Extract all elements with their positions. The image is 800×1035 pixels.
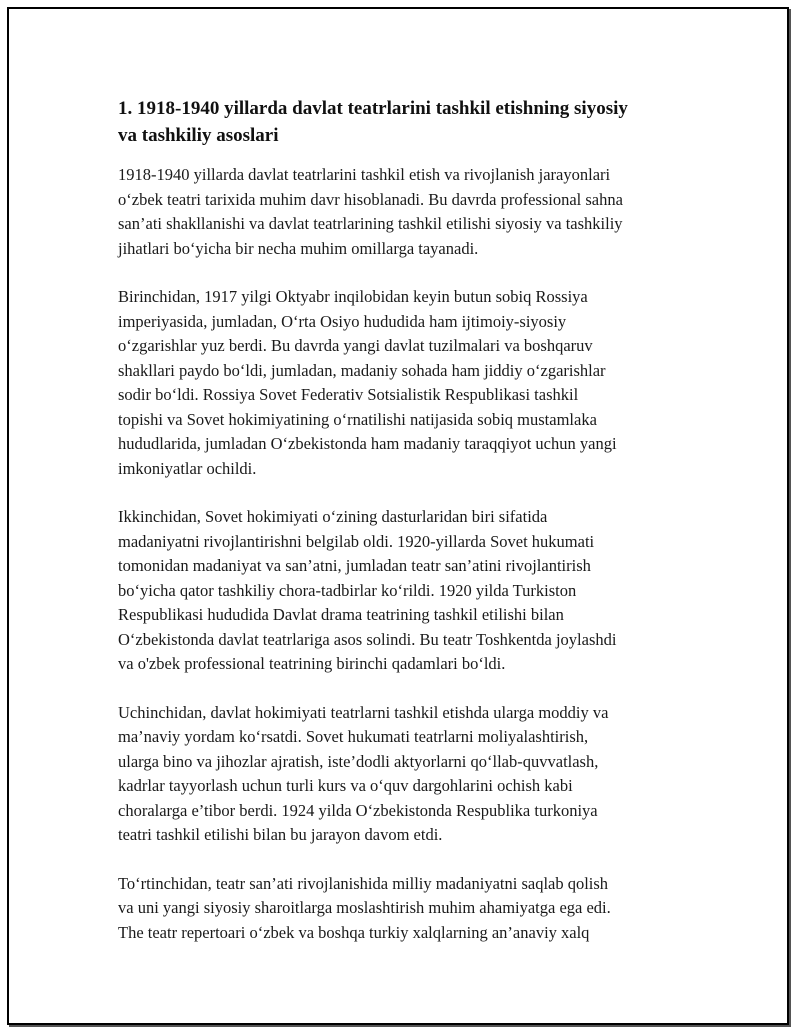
paragraph-fourth-point: To‘rtinchidan, teatr san’ati rivojlanishida milliy madaniyatni saqlab qolish va uni yangi siyosiy sharoitlarga moslashtirish muhim ahamiyatga ega edi. The teatr repertoari o‘zbek va boshqa turkiy xalqlarning an’anaviy xalq	[118, 873, 611, 942]
document-body	[118, 95, 688, 969]
paragraph-third-point: Uchinchidan, davlat hokimiyati teatrlarni tashkil etishda ularga moddiy va ma’naviy yordam ko‘rsatdi. Sovet hukumati teatrlarni moliyalashtirish, ularga bino va jihozlar ajratish, iste’dodli aktyorlarni qo‘llab-quvvatlash, kadrlar tayyorlash uchun turli kurs va o‘quv dargohlarini ochish kabi choralarga e’tibor berdi. 1924 yilda O‘zbekistonda Respublika turkoniya teatri tashkil etilishi bilan bu jarayon davom etdi.	[118, 702, 609, 844]
section-heading: 1. 1918-1940 yillarda davlat teatrlarini tashkil etishning siyosiy va tashkiliy asoslari	[118, 98, 628, 146]
paragraph-second-point: Ikkinchidan, Sovet hokimiyati o‘zining dasturlaridan biri sifatida madaniyatni rivojlantirishni belgilab oldi. 1920-yillarda Sovet hukumati tomonidan madaniyat va san’atni, jumladan teatr san’atini rivojlantirish bo‘yicha qator tashkiliy chora-tadbirlar ko‘rildi. 1920 yilda Turkiston Respublikasi hududida Davlat drama teatrining tashkil etilishi bilan O‘zbekistonda davlat teatrlariga asos solindi. Bu teatr Toshkentda joylashdi va o'zbek professional teatrining birinchi qadamlari bo‘ldi.	[118, 507, 617, 673]
paragraph-first-point: Birinchidan, 1917 yilgi Oktyabr inqilobidan keyin butun sobiq Rossiya imperiyasida, jumladan, O‘rta Osiyo hududida ham ijtimoiy-siyosiy o‘zgarishlar yuz berdi. Bu davrda yangi davlat tuzilmalari va boshqaruv shakllari paydo bo‘ldi, jumladan, madaniy sohada ham jiddiy o‘zgarishlar sodir bo‘ldi. Rossiya Sovet Federativ Sotsialistik Respublikasi tashkil topishi va Sovet hokimiyatining o‘rnatilishi natijasida sobiq mustamlaka hududlarida, jumladan O‘zbekistonda ham madaniy taraqqiyot uchun yangi imkoniyatlar ochildi.	[118, 287, 617, 478]
paragraph-intro: 1918-1940 yillarda davlat teatrlarini tashkil etish va rivojlanish jarayonlari o‘zbek teatri tarixida muhim davr hisoblanadi. Bu davrda professional sahna san’ati shakllanishi va davlat teatrlarining tashkil etilishi siyosiy va tashkiliy jihatlari bo‘yicha bir necha muhim omillarga tayanadi.	[118, 165, 623, 258]
